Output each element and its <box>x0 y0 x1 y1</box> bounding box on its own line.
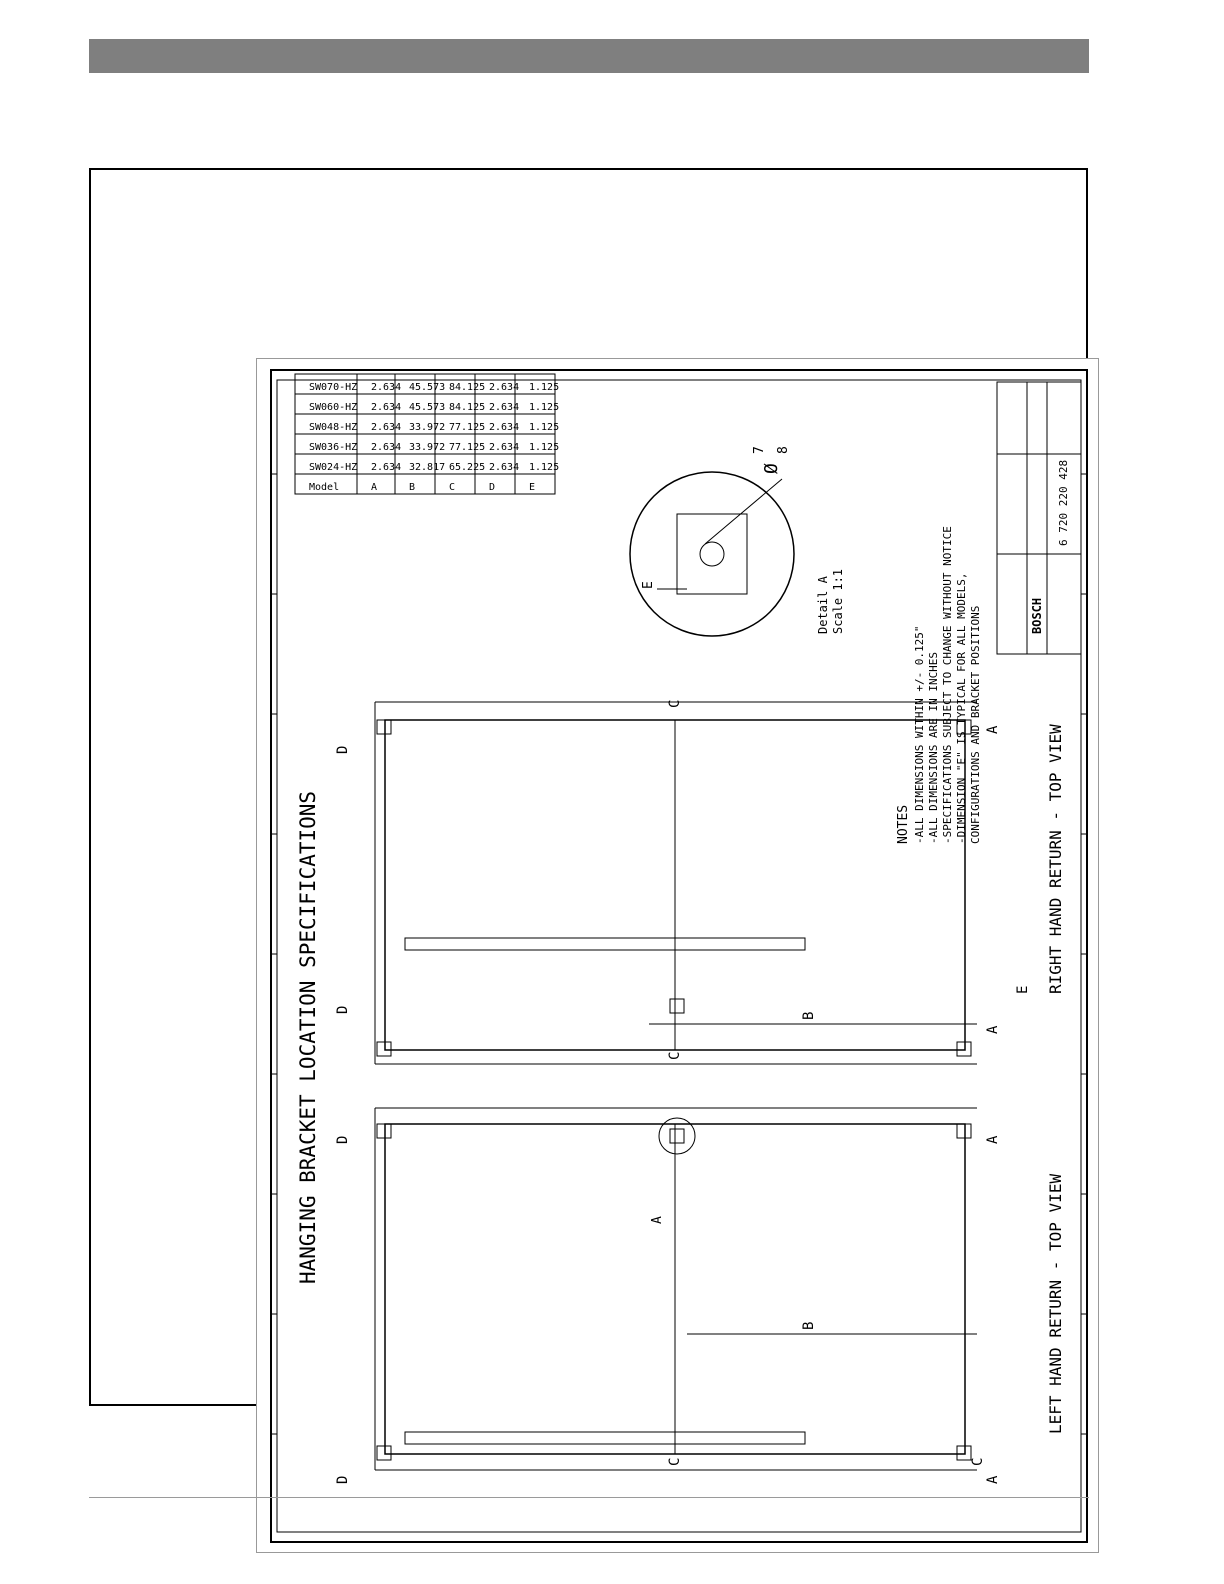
title-block <box>997 382 1081 654</box>
label-e-detail: E <box>641 581 656 589</box>
spec-table-value: 65.225 <box>449 462 486 473</box>
spec-table-value: 77.125 <box>449 422 486 433</box>
bracket-right-2 <box>957 1042 971 1056</box>
return-panel-right <box>405 938 805 950</box>
detail-hole <box>700 542 724 566</box>
left-hand-view <box>335 1108 1065 1484</box>
spec-table-header: A <box>371 482 378 493</box>
bracket-left-1 <box>377 1446 391 1460</box>
spec-table-value: SW048-HZ <box>309 422 358 433</box>
view-label-right: RIGHT HAND RETURN - TOP VIEW <box>1046 724 1065 994</box>
spec-table-value: 2.634 <box>489 462 520 473</box>
spec-table-value: 32.817 <box>409 462 446 473</box>
label-a-left-2: A <box>985 1135 1001 1144</box>
label-c-right-1: C <box>667 1051 683 1060</box>
diameter-numerator: 7 <box>752 446 767 454</box>
bracket-left-3 <box>377 1124 391 1138</box>
diameter-denominator: 8 <box>776 446 791 454</box>
drawing-sheet <box>256 358 1099 1553</box>
technical-drawing <box>257 359 1100 1554</box>
spec-table-value: 1.125 <box>529 462 560 473</box>
drawing-title: HANGING BRACKET LOCATION SPECIFICATIONS <box>296 790 320 1284</box>
bosch-logo-text: BOSCH <box>1030 597 1044 634</box>
label-c-right-2: C <box>667 699 683 708</box>
spec-table-value: 84.125 <box>449 382 486 393</box>
spec-table-value: 33.972 <box>409 442 446 453</box>
diameter-symbol: Ø <box>761 463 782 474</box>
diameter-leader <box>705 479 782 544</box>
spec-table-value: 1.125 <box>529 402 560 413</box>
spec-table-header: Model <box>309 482 340 493</box>
spec-table-value: SW060-HZ <box>309 402 358 413</box>
spec-table-value: 2.634 <box>489 442 520 453</box>
label-d-right-2: D <box>335 745 351 754</box>
spec-table-value: 45.573 <box>409 382 446 393</box>
bracket-left-4 <box>957 1124 971 1138</box>
spec-table-value: 2.634 <box>489 422 520 433</box>
label-b-right: B <box>801 1011 817 1020</box>
spec-table-value: 2.634 <box>371 382 402 393</box>
label-b-left: B <box>801 1321 817 1330</box>
spec-table-value: 2.634 <box>489 382 520 393</box>
bracket-left-center <box>670 1129 684 1143</box>
spec-table-value: 2.634 <box>371 402 402 413</box>
figure-frame <box>89 168 1088 1484</box>
spec-table-value: 33.972 <box>409 422 446 433</box>
note-1: -ALL DIMENSIONS WITHIN +/- 0.125" <box>913 625 926 844</box>
detail-circle <box>630 472 794 636</box>
bracket-right-3 <box>377 720 391 734</box>
detail-bracket-plate <box>677 514 747 594</box>
bracket-right-1 <box>377 1042 391 1056</box>
label-d-right-1: D <box>335 1005 351 1014</box>
spec-table-value: 2.634 <box>371 462 402 473</box>
header-bar <box>89 39 1089 73</box>
spec-table-value: 45.573 <box>409 402 446 413</box>
label-a-right-2: A <box>985 725 1001 734</box>
spec-table-value: 2.634 <box>371 422 402 433</box>
detail-scale: Scale 1:1 <box>831 568 845 634</box>
return-panel-left <box>405 1432 805 1444</box>
spec-table-value: 77.125 <box>449 442 486 453</box>
spec-table-value: 1.125 <box>529 382 560 393</box>
spec-table-value: 2.634 <box>371 442 402 453</box>
note-3: -SPECIFICATIONS SUBJECT TO CHANGE WITHOUT NOTICE <box>941 526 954 844</box>
spec-table-header: C <box>449 482 456 493</box>
detail-title: Detail A <box>816 576 830 634</box>
spec-table <box>295 374 559 494</box>
spec-table-header: B <box>409 482 416 493</box>
label-d-left-2: D <box>335 1135 351 1144</box>
notes-heading: NOTES <box>896 804 911 844</box>
note-4: -DIMENSION "E" IS TYPICAL FOR ALL MODELS, <box>955 572 968 844</box>
rotated-drawing <box>257 359 1100 1554</box>
spec-table-value: 84.125 <box>449 402 486 413</box>
bracket-right-center <box>670 999 684 1013</box>
spec-table-value: 1.125 <box>529 442 560 453</box>
footer-rule <box>89 1497 1089 1498</box>
bracket-left-2 <box>957 1446 971 1460</box>
label-a-callout: A <box>650 1216 665 1224</box>
notes-block <box>896 526 982 844</box>
spec-table-value: 2.634 <box>489 402 520 413</box>
label-c-left-1: C <box>667 1457 683 1466</box>
view-label-left: LEFT HAND RETURN - TOP VIEW <box>1046 1173 1065 1434</box>
label-d-left-1: D <box>335 1475 351 1484</box>
note-2: -ALL DIMENSIONS ARE IN INCHES <box>927 651 940 844</box>
spec-table-header: D <box>489 482 496 493</box>
label-a-left-1: A <box>985 1475 1001 1484</box>
inner-border <box>277 380 1081 1532</box>
label-e-right: E <box>1015 985 1031 994</box>
spec-table-header: E <box>529 482 536 493</box>
drawing-number: 6 720 220 428 <box>1057 459 1070 546</box>
spec-table-value: 1.125 <box>529 422 560 433</box>
spec-table-value: SW036-HZ <box>309 442 358 453</box>
label-a-right-1: A <box>985 1025 1001 1034</box>
label-c-left-2: C <box>970 1457 986 1466</box>
spec-table-value: SW070-HZ <box>309 382 358 393</box>
note-5: CONFIGURATIONS AND BRACKET POSITIONS <box>969 605 982 844</box>
detail-a <box>630 446 845 636</box>
spec-table-value: SW024-HZ <box>309 462 358 473</box>
